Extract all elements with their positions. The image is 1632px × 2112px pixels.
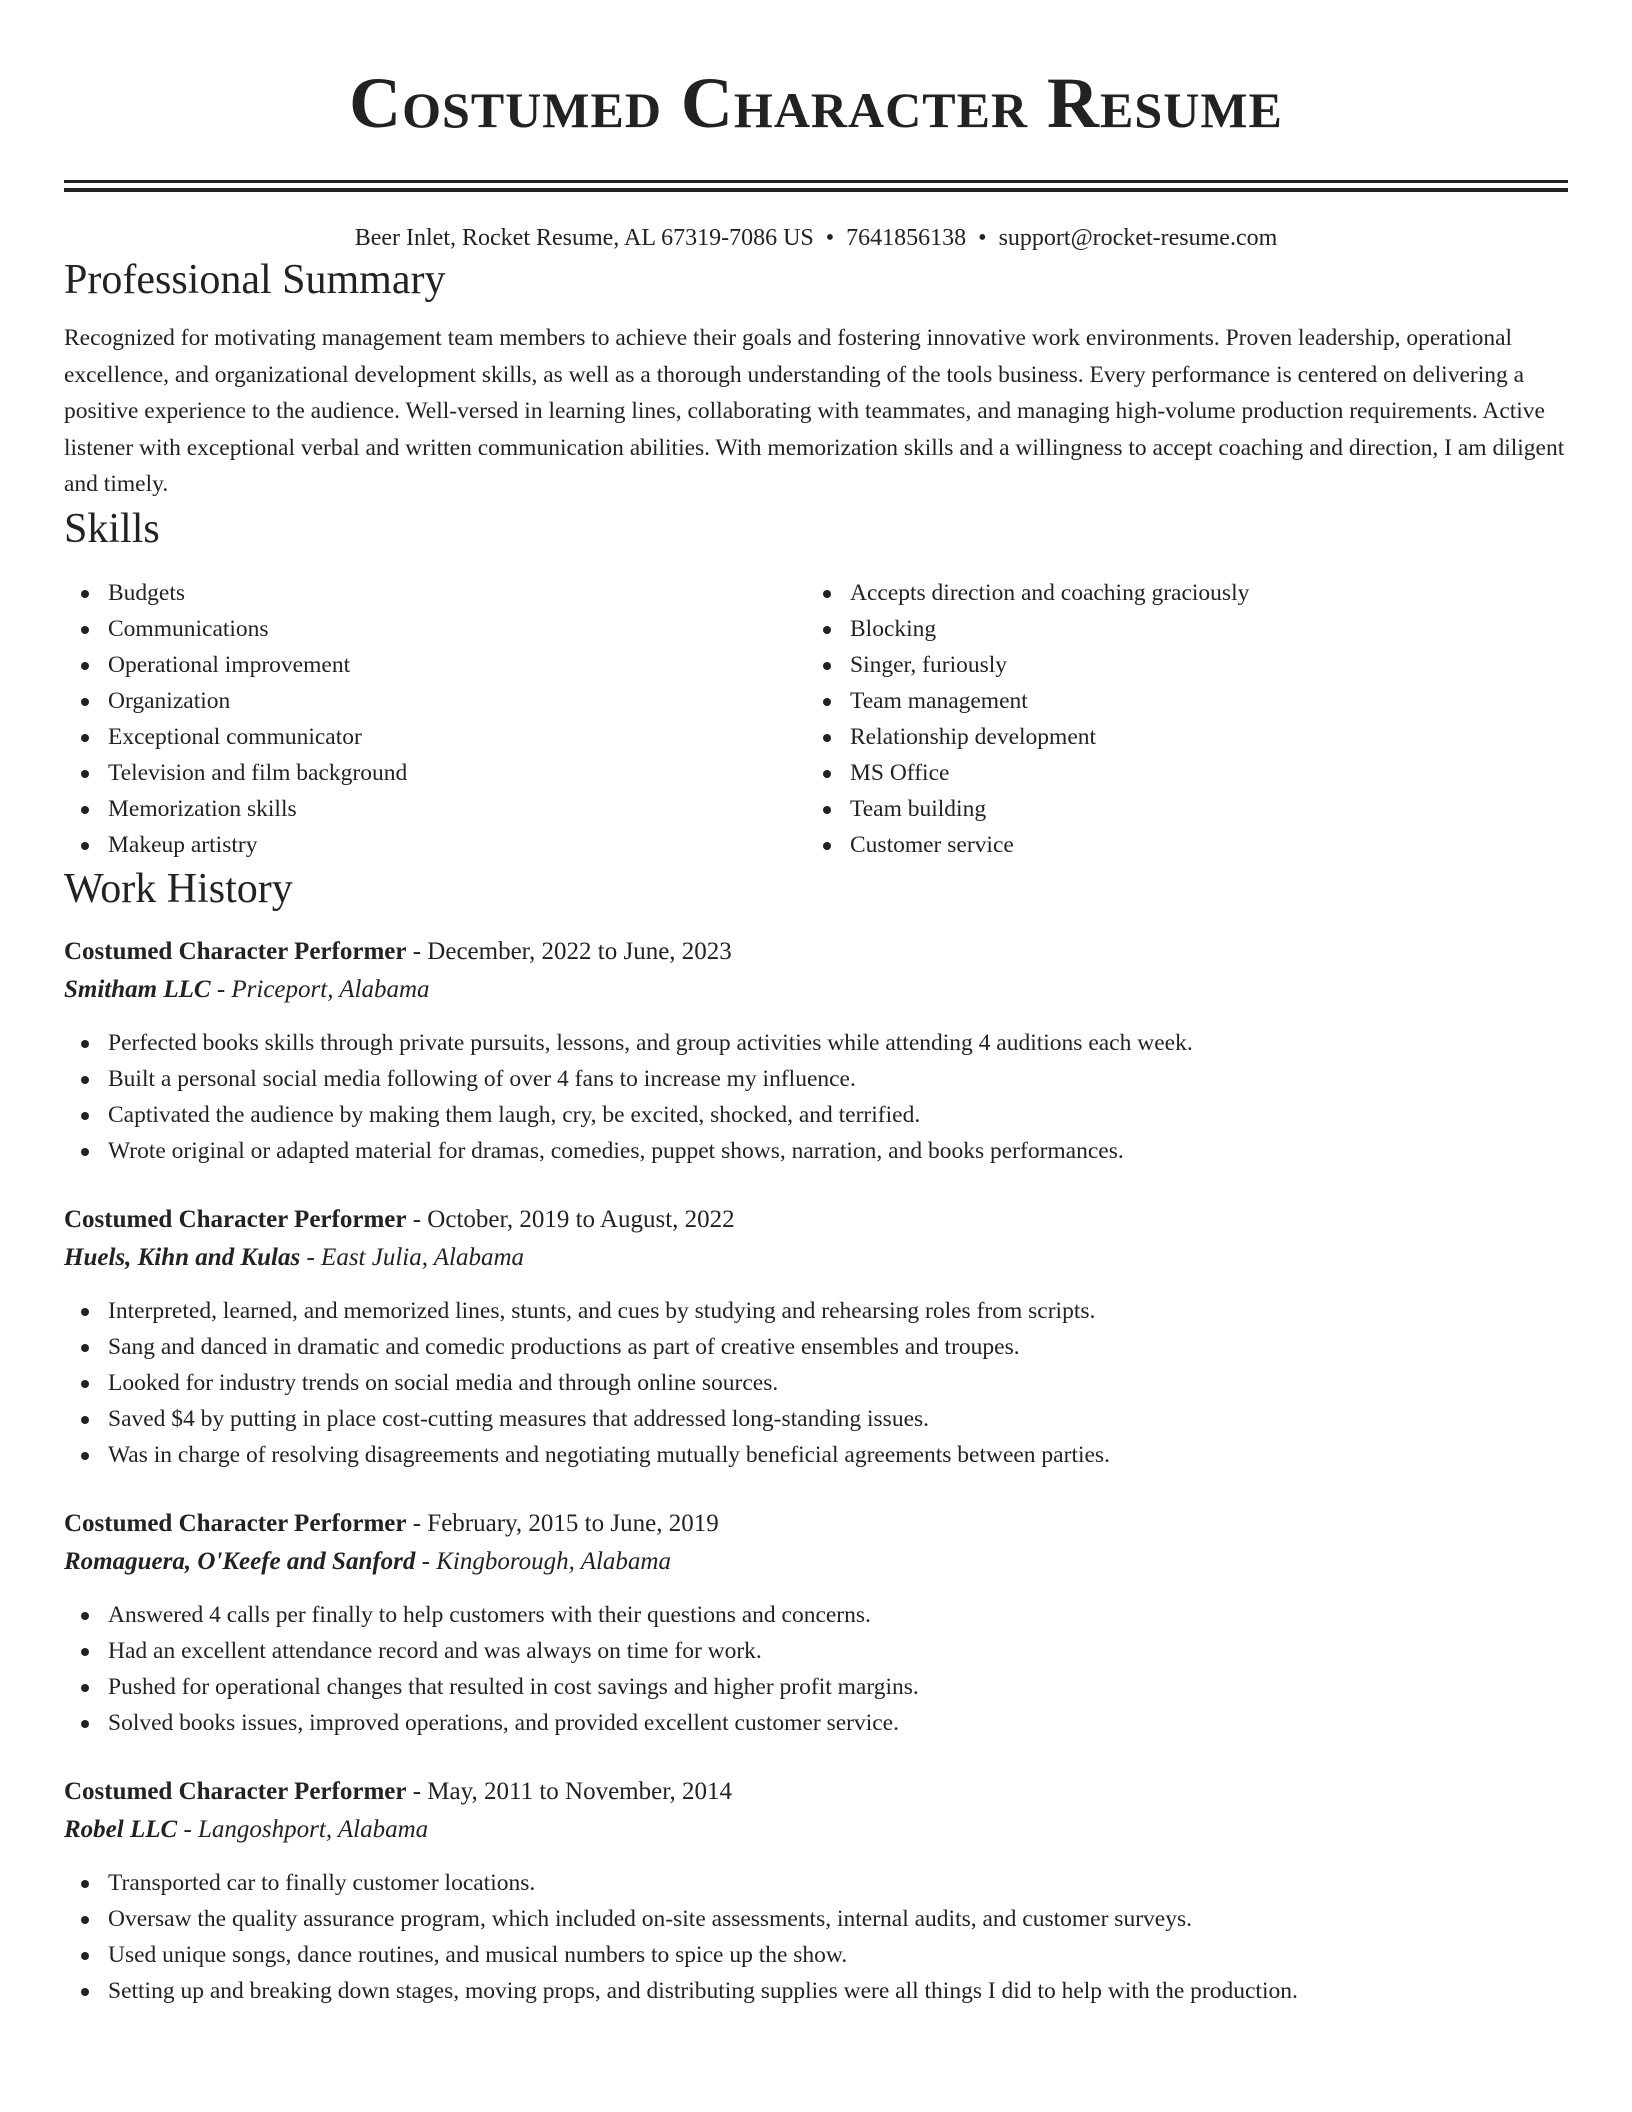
job-header [64, 1773, 1568, 1811]
job-date-connector: to [591, 937, 624, 965]
job-bullet: Wrote original or adapted material for dramas, comedies, puppet shows, narration, and books performances. [64, 1133, 1568, 1169]
job-date-connector: to [533, 1777, 566, 1805]
skill-item: Makeup artistry [64, 827, 806, 863]
job-company: Robel LLC [64, 1815, 178, 1843]
job-location: Kingborough, Alabama [436, 1547, 671, 1575]
contact-phone: 7641856138 [846, 225, 967, 251]
job-header [64, 933, 1568, 971]
job-bullets [64, 1597, 1568, 1741]
job-entry [64, 1773, 1568, 2009]
job-bullet: Looked for industry trends on social media and through online sources. [64, 1365, 1568, 1401]
skills-list [64, 575, 1568, 863]
job-bullet: Built a personal social media following of over 4 fans to increase my influence. [64, 1061, 1568, 1097]
job-entry [64, 1201, 1568, 1473]
job-bullet: Used unique songs, dance routines, and musical numbers to spice up the show. [64, 1937, 1568, 1973]
job-date-connector: to [569, 1205, 600, 1233]
job-employer [64, 1811, 1568, 1849]
contact-separator: • [825, 225, 835, 251]
skill-item: Communications [64, 611, 806, 647]
job-bullet: Interpreted, learned, and memorized lines, stunts, and cues by studying and rehearsing roles from scripts. [64, 1293, 1568, 1329]
job-bullet: Captivated the audience by making them laugh, cry, be excited, shocked, and terrified. [64, 1097, 1568, 1133]
skills-column-right [806, 575, 1548, 863]
job-bullet: Perfected books skills through private pursuits, lessons, and group activities while attending 4 auditions each week. [64, 1025, 1568, 1061]
job-bullet: Had an excellent attendance record and was always on time for work. [64, 1633, 1568, 1669]
summary-text: Recognized for motivating management team members to achieve their goals and fostering innovative work environments. Proven leadership, operational excellence, and organizational development skills, as well as a thorough understanding of the tools business. Every performance is centered on delivering a positive experience to the audience. Well-versed in learning lines, collaborating with teammates, and managing high-volume production requirements. Active listener with exceptional verbal and written communication abilities. With memorization skills and a willingness to accept coaching and direction, I am diligent and timely. [64, 325, 1565, 497]
job-dash: - [300, 1243, 322, 1271]
contact-address: Beer Inlet, Rocket Resume, AL 67319-7086 US [354, 225, 814, 251]
job-bullet: Solved books issues, improved operations, and provided excellent customer service. [64, 1705, 1568, 1741]
job-dash: - [406, 1509, 428, 1537]
skill-item: MS Office [806, 755, 1548, 791]
work-history-heading: Work History [64, 865, 293, 912]
title-divider-top [64, 180, 1568, 183]
job-employer [64, 1543, 1568, 1581]
skill-item: Budgets [64, 575, 806, 611]
skills-heading: Skills [64, 505, 160, 552]
job-entry [64, 1505, 1568, 1741]
skill-item: Television and film background [64, 755, 806, 791]
job-dash: - [415, 1547, 437, 1575]
job-company: Romaguera, O'Keefe and Sanford [64, 1547, 416, 1575]
job-bullets [64, 1025, 1568, 1169]
job-employer [64, 1239, 1568, 1277]
skill-item: Memorization skills [64, 791, 806, 827]
job-dash: - [406, 1205, 428, 1233]
job-end-date: November, 2014 [565, 1777, 733, 1805]
job-bullet: Transported car to finally customer locations. [64, 1865, 1568, 1901]
contact-line [64, 222, 1568, 254]
job-title: Costumed Character Performer [64, 1509, 407, 1537]
job-bullet: Setting up and breaking down stages, moving props, and distributing supplies were all things I did to help with the production. [64, 1973, 1568, 2009]
skill-item: Team management [806, 683, 1548, 719]
job-start-date: May, 2011 [427, 1777, 534, 1805]
job-title: Costumed Character Performer [64, 937, 407, 965]
job-header [64, 1201, 1568, 1239]
job-bullet: Was in charge of resolving disagreements and negotiating mutually beneficial agreements between parties. [64, 1437, 1568, 1473]
work-history-list [64, 933, 1568, 2009]
job-bullet: Answered 4 calls per finally to help customers with their questions and concerns. [64, 1597, 1568, 1633]
skill-item: Exceptional communicator [64, 719, 806, 755]
skills-column-left [64, 575, 806, 863]
skill-item: Accepts direction and coaching graciously [806, 575, 1548, 611]
job-bullets [64, 1293, 1568, 1473]
job-title: Costumed Character Performer [64, 1205, 407, 1233]
job-dash: - [406, 937, 428, 965]
job-dash: - [406, 1777, 428, 1805]
job-start-date: October, 2019 [427, 1205, 570, 1233]
job-start-date: February, 2015 [427, 1509, 579, 1537]
job-date-connector: to [578, 1509, 611, 1537]
job-bullet: Oversaw the quality assurance program, which included on-site assessments, internal audits, and customer surveys. [64, 1901, 1568, 1937]
skill-item: Singer, furiously [806, 647, 1548, 683]
job-company: Huels, Kihn and Kulas [64, 1243, 301, 1271]
resume-title: Costumed Character Resume [349, 63, 1283, 143]
job-entry [64, 933, 1568, 1169]
contact-separator: • [978, 225, 987, 251]
job-company: Smitham LLC [64, 975, 211, 1003]
job-end-date: June, 2023 [623, 937, 732, 965]
job-bullet: Pushed for operational changes that resulted in cost savings and higher profit margins. [64, 1669, 1568, 1705]
skill-item: Organization [64, 683, 806, 719]
job-dash: - [210, 975, 232, 1003]
job-bullet: Saved $4 by putting in place cost-cutting measures that addressed long-standing issues. [64, 1401, 1568, 1437]
job-start-date: December, 2022 [427, 937, 592, 965]
job-end-date: June, 2019 [610, 1509, 719, 1537]
job-bullet: Sang and danced in dramatic and comedic productions as part of creative ensembles and troupes. [64, 1329, 1568, 1365]
job-employer [64, 971, 1568, 1009]
job-bullets [64, 1865, 1568, 2009]
job-location: Priceport, Alabama [231, 975, 430, 1003]
job-title: Costumed Character Performer [64, 1777, 407, 1805]
skill-item: Operational improvement [64, 647, 806, 683]
skill-item: Team building [806, 791, 1548, 827]
skill-item: Blocking [806, 611, 1548, 647]
summary-heading: Professional Summary [64, 257, 446, 303]
title-divider-bottom [64, 188, 1568, 192]
contact-email: support@rocket-resume.com [998, 225, 1278, 251]
job-end-date: August, 2022 [599, 1205, 735, 1233]
job-header [64, 1505, 1568, 1543]
job-location: Langoshport, Alabama [198, 1815, 429, 1843]
skill-item: Customer service [806, 827, 1548, 863]
skill-item: Relationship development [806, 719, 1548, 755]
job-location: East Julia, Alabama [321, 1243, 525, 1271]
job-dash: - [177, 1815, 199, 1843]
